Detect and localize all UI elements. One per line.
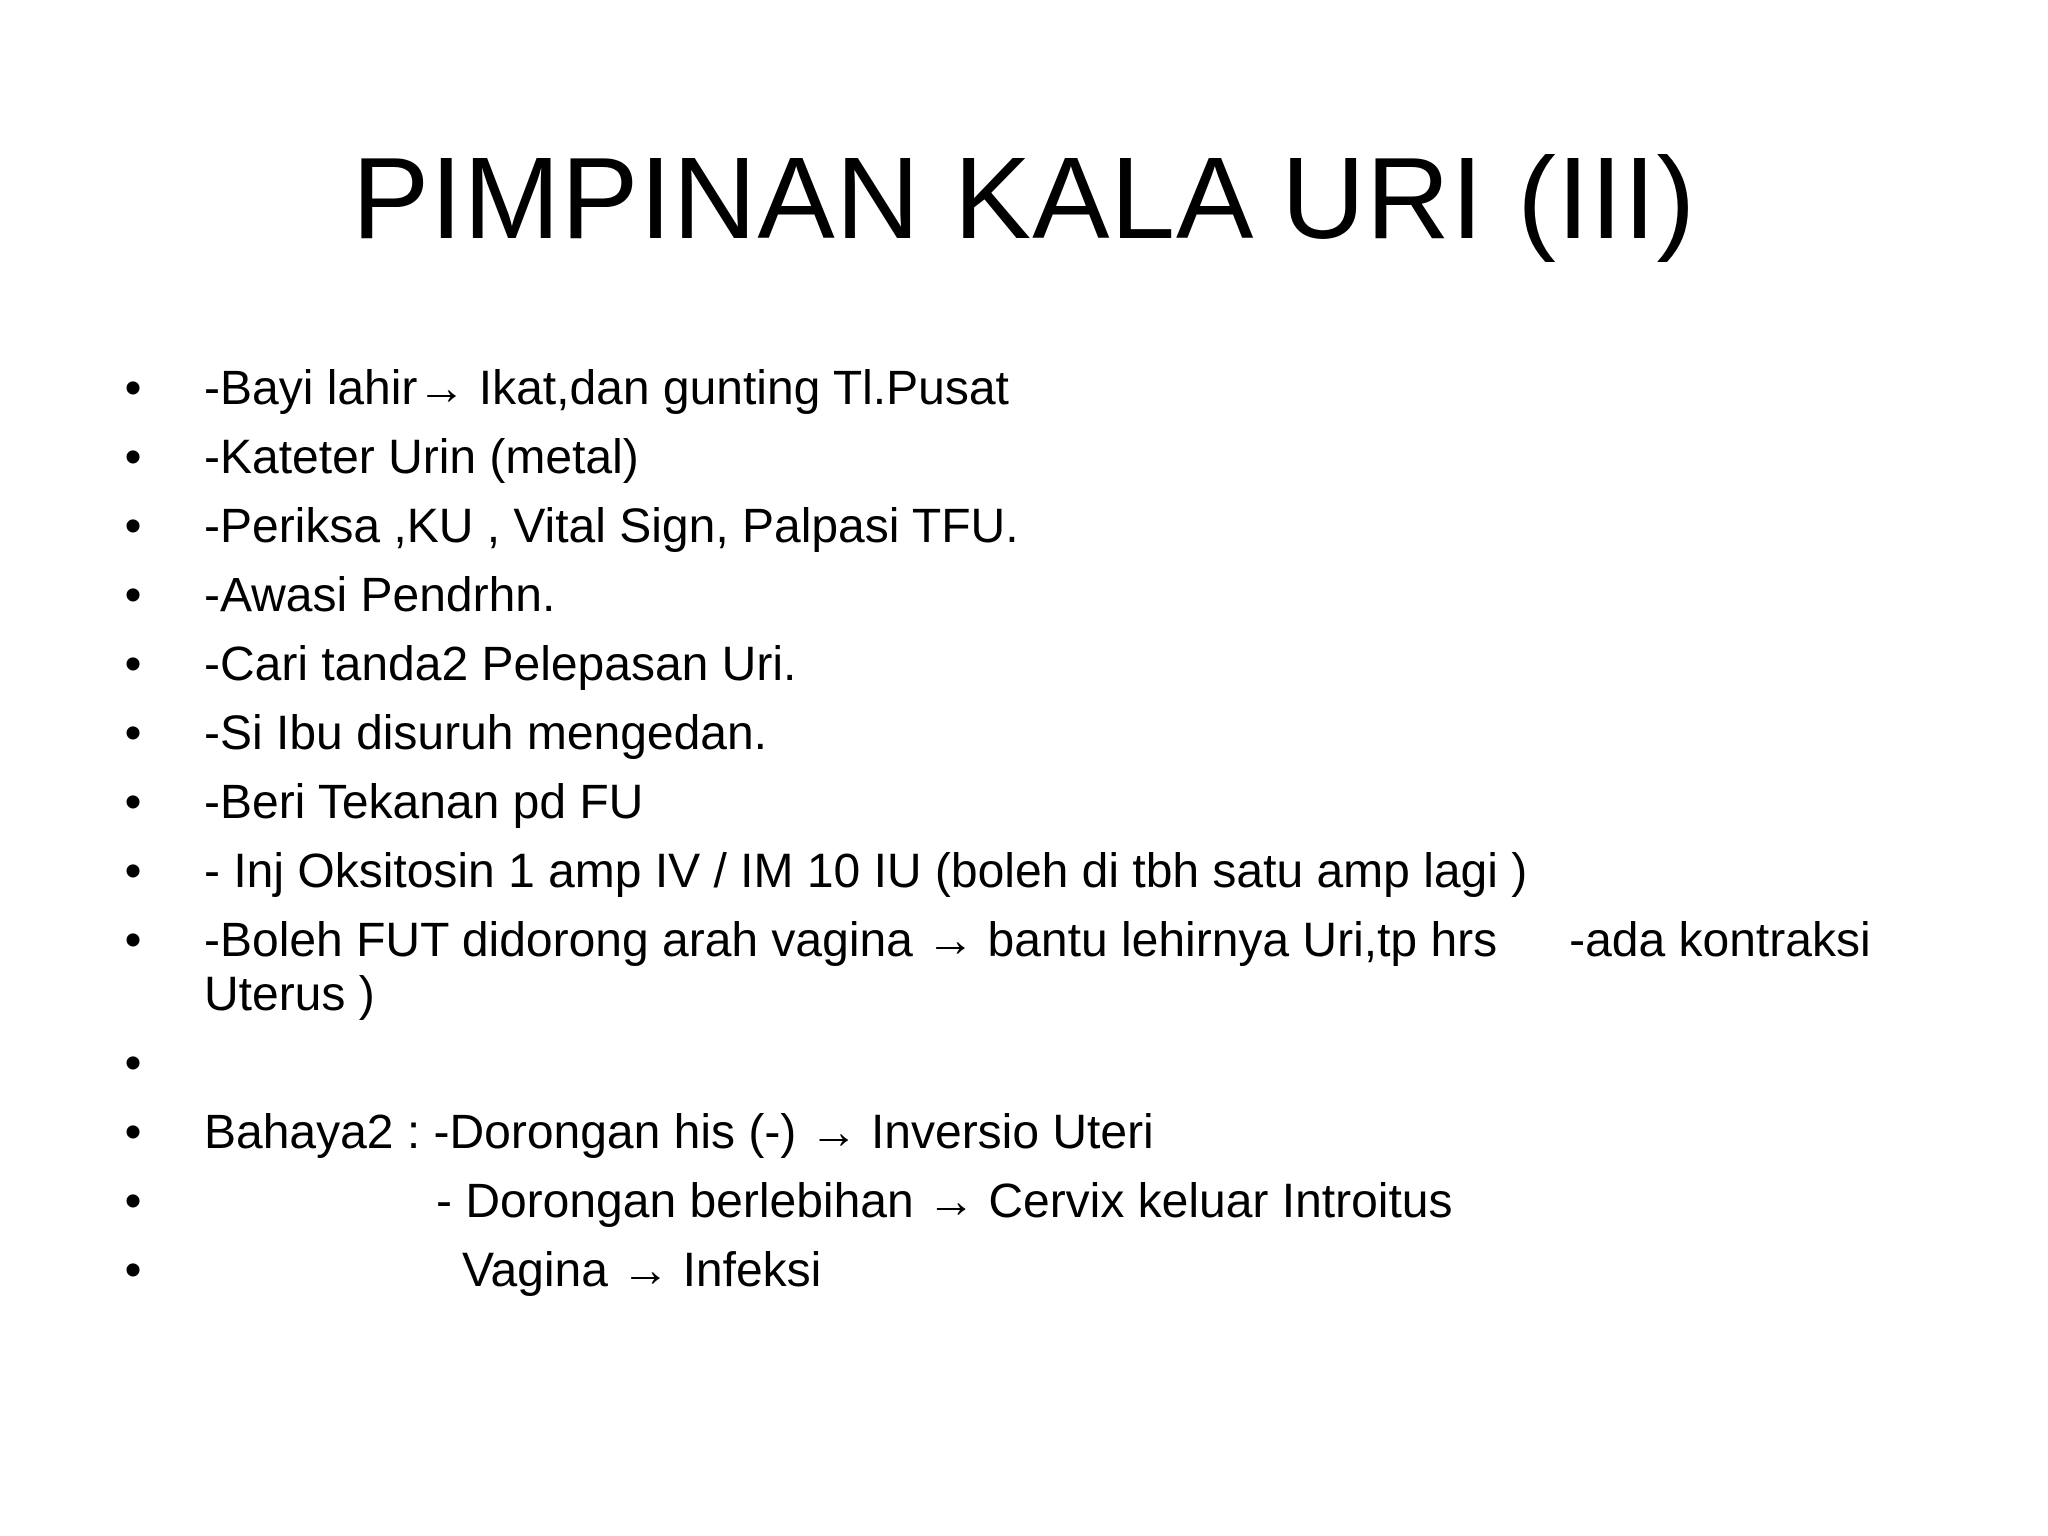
item-text: -Awasi Pendrhn. <box>204 569 556 622</box>
arrow-right-icon: → <box>927 1175 975 1228</box>
bullet-icon: • <box>124 1106 142 1159</box>
list-item <box>118 1037 1938 1091</box>
bullet-icon: • <box>124 362 142 415</box>
list-item <box>118 1175 1938 1229</box>
item-text: -Bayi lahir <box>204 362 418 415</box>
arrow-right-icon: → <box>417 362 466 415</box>
bullet-icon: • <box>124 914 142 967</box>
list-item <box>118 500 1938 554</box>
item-text: Vagina <box>462 1244 622 1297</box>
bullet-icon: • <box>124 707 142 760</box>
list-item <box>118 914 1924 1022</box>
bullet-icon: • <box>124 1244 142 1297</box>
item-text: Bahaya2 : -Dorongan his (-) <box>204 1106 810 1159</box>
slide-title: PIMPINAN KALA URI (III) <box>351 133 1697 263</box>
item-text: Cervix keluar Introitus <box>975 1175 1453 1228</box>
list-item <box>118 1244 1938 1298</box>
item-text: - Inj Oksitosin 1 amp IV / IM 10 IU (boleh di tbh satu amp lagi ) <box>204 845 1528 898</box>
bullet-icon: • <box>124 845 142 898</box>
item-text: bantu lehirnya Uri,tp hrs <box>974 914 1498 967</box>
item-text: -Si Ibu disuruh mengedan. <box>204 707 768 760</box>
bullet-icon: • <box>124 431 142 484</box>
arrow-right-icon: → <box>809 1106 858 1159</box>
bullet-list <box>118 362 1938 1313</box>
item-text: -ada kontraksi Uterus ) <box>204 914 1871 1021</box>
list-item <box>118 362 1938 416</box>
list-item <box>118 1106 1938 1160</box>
list-item <box>118 776 1938 830</box>
list-item <box>118 431 1938 485</box>
item-text: -Kateter Urin (metal) <box>204 431 639 484</box>
bullet-icon: • <box>124 776 142 829</box>
item-text: -Periksa ,KU , Vital Sign, Palpasi TFU. <box>204 500 1019 553</box>
arrow-right-icon: → <box>926 914 975 967</box>
item-text: Infeksi <box>669 1244 822 1297</box>
item-text: Ikat,dan gunting Tl.Pusat <box>465 362 1009 415</box>
list-item <box>118 707 1938 761</box>
item-text: -Beri Tekanan pd FU <box>204 776 644 829</box>
item-text: -Boleh FUT didorong arah vagina <box>204 914 927 967</box>
list-item <box>118 569 1938 623</box>
list-item <box>118 845 1938 899</box>
bullet-icon: • <box>124 1037 142 1090</box>
list-item <box>118 638 1938 692</box>
item-text: - Dorongan berlebihan <box>436 1175 927 1228</box>
bullet-icon: • <box>124 638 142 691</box>
bullet-icon: • <box>124 500 142 553</box>
item-text: -Cari tanda2 Pelepasan Uri. <box>204 638 797 691</box>
bullet-icon: • <box>124 1175 142 1228</box>
arrow-right-icon: → <box>621 1244 670 1297</box>
item-text: Inversio Uteri <box>857 1106 1154 1159</box>
bullet-icon: • <box>124 569 142 622</box>
